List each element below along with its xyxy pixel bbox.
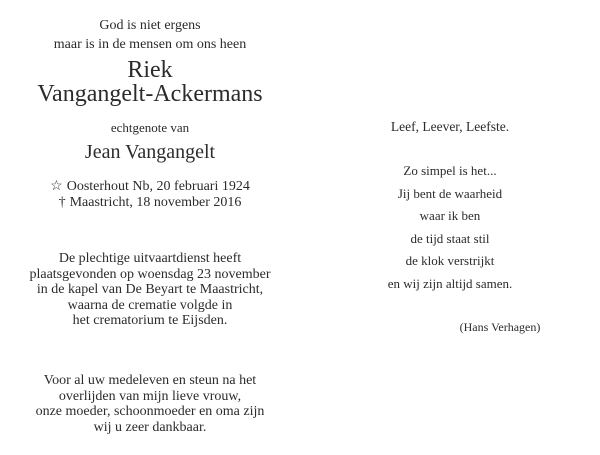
deceased-last-name: Vangangelt-Ackermans [37, 81, 263, 107]
poem-line: waar ik ben [419, 208, 481, 223]
birth-star-icon: ☆ [50, 179, 63, 194]
thanks-line: wij u zeer dankbaar. [93, 419, 207, 435]
thanks-paragraph [0, 373, 300, 435]
death-line [0, 195, 300, 211]
birth-text: Oosterhout Nb, 20 februari 1924 [66, 179, 250, 194]
poem-line: en wij zijn altijd samen. [387, 275, 513, 291]
poem [300, 160, 600, 295]
spouse-name: Jean Vangangelt [84, 141, 216, 163]
death-cross-icon: † [58, 195, 66, 210]
quote-line: God is niet ergens [99, 18, 201, 33]
birth-line [0, 179, 300, 195]
right-page [300, 0, 600, 455]
life-dates [0, 179, 300, 211]
service-line: plaatsgevonden op woensdag 23 november [29, 266, 271, 282]
service-paragraph [0, 251, 300, 329]
service-line: in de kapel van De Beyart te Maastricht, [36, 282, 264, 297]
service-line: waarna de crematie volgde in [67, 297, 233, 313]
poem-line: de klok verstrijkt [405, 253, 495, 268]
poem-line: de tijd staat stil [410, 230, 490, 246]
opening-quote [0, 16, 300, 54]
poem-attribution: (Hans Verhagen) [459, 320, 541, 334]
poem-line: Zo simpel is het... [403, 163, 497, 178]
quote-line: maar is in de mensen om ons heen [53, 37, 247, 52]
service-line: De plechtige uitvaartdienst heeft [58, 251, 242, 266]
deceased-first-name: Riek [127, 57, 173, 83]
poem-line: Jij bent de waarheid [397, 185, 503, 201]
relation-label: echtgenote van [110, 120, 190, 135]
thanks-line: onze moeder, schoonmoeder en oma zijn [35, 404, 265, 419]
motto-line: Leef, Leever, Leefste. [390, 119, 510, 134]
death-text: Maastricht, 18 november 2016 [69, 195, 242, 210]
thanks-line: overlijden van mijn lieve vrouw, [58, 388, 242, 404]
deceased-name [0, 58, 300, 106]
thanks-line: Voor al uw medeleven en steun na het [43, 373, 257, 388]
service-line: het crematorium te Eijsden. [72, 313, 228, 328]
